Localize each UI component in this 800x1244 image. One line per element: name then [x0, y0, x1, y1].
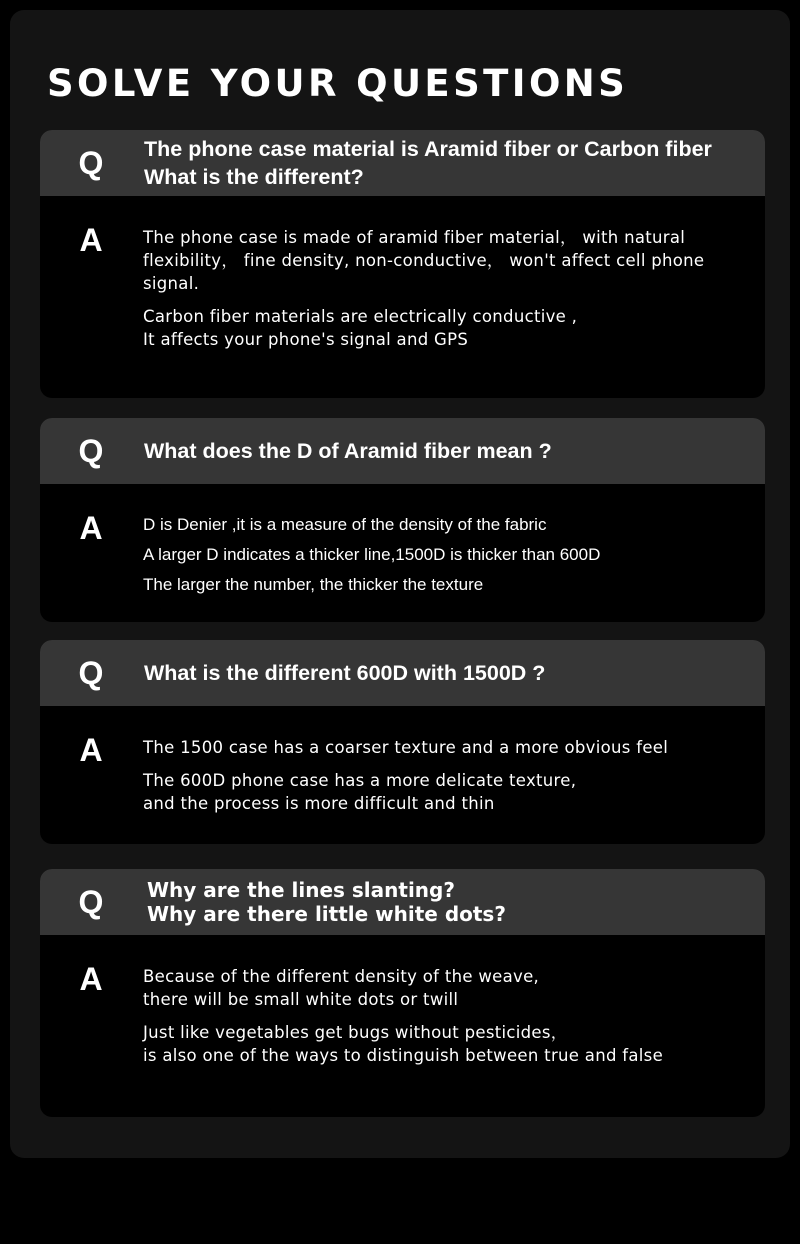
- answer-marker: A: [79, 961, 103, 997]
- question-line: Why are the lines slanting?: [147, 878, 455, 902]
- answer-paragraph: [143, 736, 751, 759]
- answer-marker: A: [79, 732, 103, 768]
- answer-paragraph: [143, 965, 751, 1011]
- answer-line: The 1500 case has a coarser texture and a more obvious feel: [143, 738, 669, 757]
- question-line: What is the different 600D with 1500D ?: [144, 661, 546, 685]
- answer-line: The larger the number, the thicker the texture: [143, 575, 484, 594]
- answer-line: there will be small white dots or twill: [143, 990, 459, 1009]
- question-line: What does the D of Aramid fiber mean ?: [144, 439, 552, 463]
- answer-paragraph: [143, 544, 751, 566]
- answer-line: Carbon fiber materials are electrically conductive ,: [143, 307, 578, 326]
- answer-line: signal.: [143, 274, 200, 293]
- question-marker: Q: [78, 433, 104, 469]
- answer-line: D is Denier ,it is a measure of the density of the fabric: [143, 515, 547, 534]
- answer-text: [143, 736, 751, 825]
- question-marker: Q: [78, 884, 104, 920]
- answer-line: The phone case is made of aramid fiber material， with natural: [143, 228, 686, 247]
- question-line: Why are there little white dots?: [147, 902, 506, 926]
- answer-paragraph: [143, 226, 751, 295]
- answer-line: Because of the different density of the weave,: [143, 967, 540, 986]
- answer-text: [143, 514, 751, 604]
- question-text: [144, 418, 753, 484]
- answer-line: is also one of the ways to distinguish between true and false: [143, 1046, 664, 1065]
- answer-line: A larger D indicates a thicker line,1500D is thicker than 600D: [143, 545, 601, 564]
- answer-marker: A: [79, 510, 103, 546]
- page-title: SOLVE YOUR QUESTIONS: [47, 62, 629, 105]
- answer-paragraph: [143, 1021, 751, 1067]
- answer-paragraph: [143, 574, 751, 596]
- answer-marker: A: [79, 222, 103, 258]
- question-text: [144, 130, 753, 196]
- faq-item-material: [40, 130, 765, 398]
- answer-paragraph: [143, 769, 751, 815]
- faq-item-600d-vs-1500d: [40, 640, 765, 844]
- question-line: What is the different?: [144, 165, 364, 189]
- answer-text: [143, 226, 751, 361]
- faq-item-lines-and-dots: [40, 869, 765, 1117]
- question-text: [147, 869, 753, 935]
- question-line: The phone case material is Aramid fiber or Carbon fiber: [144, 137, 712, 161]
- answer-line: Just like vegetables get bugs without pesticides，: [143, 1023, 568, 1042]
- answer-line: flexibility， fine density, non-conductive， won't affect cell phone: [143, 251, 705, 270]
- answer-line: The 600D phone case has a more delicate texture,: [143, 771, 577, 790]
- answer-line: and the process is more difficult and thin: [143, 794, 495, 813]
- question-text: [144, 640, 753, 706]
- answer-line: It affects your phone's signal and GPS: [143, 330, 469, 349]
- answer-text: [143, 965, 751, 1077]
- answer-paragraph: [143, 305, 751, 351]
- question-marker: Q: [78, 655, 104, 691]
- question-marker: Q: [78, 145, 104, 181]
- answer-paragraph: [143, 514, 751, 536]
- faq-item-denier: [40, 418, 765, 622]
